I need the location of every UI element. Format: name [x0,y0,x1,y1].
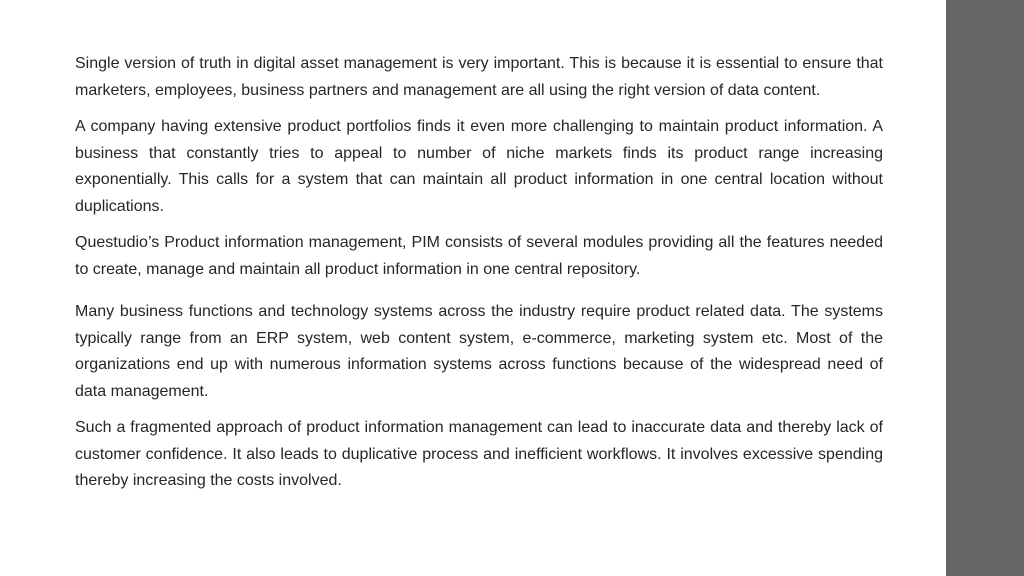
paragraph-business-functions: Many business functions and technology systems across the industry require product related data. The systems typically range from an ERP system, web content system, e-commerce, marketing system etc. Most of the organizations end up with numerous information systems across functions because of the widespread need of data management. [75,303,883,400]
paragraph-product-portfolios: A company having extensive product portfolios finds it even more challenging to maintain product information. A business that constantly tries to appeal to number of niche markets finds its product range increasing exponentially. This calls for a system that can maintain all product information in one central location without duplications. [75,118,883,215]
side-accent-bar [946,0,1024,576]
paragraph-single-version-of-truth: Single version of truth in digital asset management is very important. This is because it is essential to ensure that marketers, employees, business partners and management are all using the right version of data content. [75,55,883,99]
paragraph-questudio-pim: Questudio’s Product information management, PIM consists of several modules providing all the features needed to create, manage and maintain all product information in one central repository. [75,234,883,278]
slide-body-text [75,51,883,505]
paragraph-fragmented-approach: Such a fragmented approach of product information management can lead to inaccurate data and thereby lack of customer confidence. It also leads to duplicative process and inefficient workflows. It involves excessive spending thereby increasing the costs involved. [75,419,883,489]
